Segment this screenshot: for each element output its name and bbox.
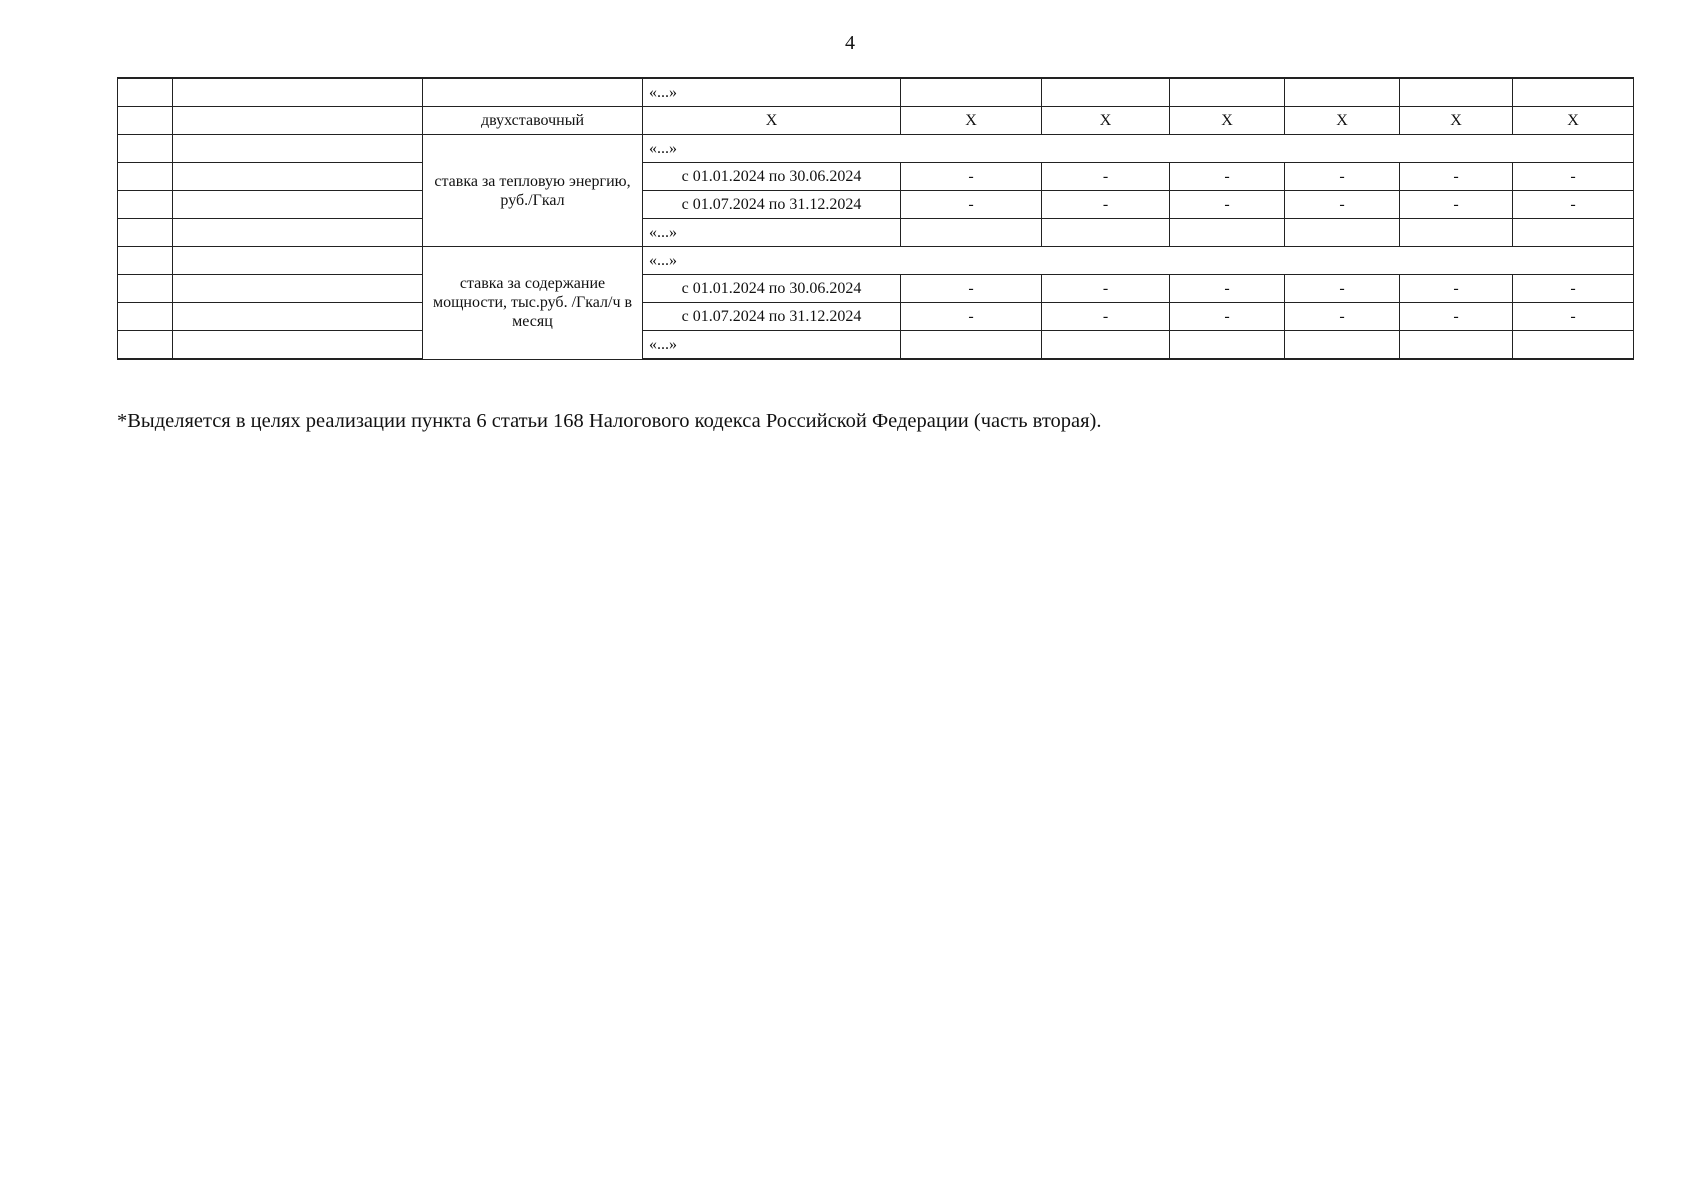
cell-x-mark: Х: [1170, 107, 1285, 135]
cell-dash: -: [901, 303, 1042, 331]
cell-dash: -: [1285, 275, 1400, 303]
cell-period: с 01.07.2024 по 31.12.2024: [643, 191, 901, 219]
cell-dash: -: [1513, 191, 1634, 219]
cell-dash: -: [1170, 163, 1285, 191]
cell-number: [118, 331, 173, 360]
cell-two-rate-label: двухставочный: [423, 107, 643, 135]
cell-period: с 01.01.2024 по 30.06.2024: [643, 275, 901, 303]
cell-dash: -: [1042, 163, 1170, 191]
cell-number: [118, 78, 173, 107]
table-row: [118, 135, 1634, 163]
cell-value: [1400, 219, 1513, 247]
cell-number: [118, 163, 173, 191]
cell-name: [173, 275, 423, 303]
cell-name: [173, 219, 423, 247]
cell-x-mark: Х: [643, 107, 901, 135]
cell-type: [423, 78, 643, 107]
cell-dash: -: [1400, 191, 1513, 219]
cell-x-mark: Х: [1513, 107, 1634, 135]
cell-number: [118, 303, 173, 331]
cell-dash: -: [1285, 191, 1400, 219]
cell-x-mark: Х: [1400, 107, 1513, 135]
cell-number: [118, 247, 173, 275]
cell-name: [173, 78, 423, 107]
cell-value: [1285, 78, 1400, 107]
cell-value: [1400, 78, 1513, 107]
cell-dash: -: [1513, 275, 1634, 303]
cell-dash: -: [1042, 275, 1170, 303]
cell-period: с 01.01.2024 по 30.06.2024: [643, 163, 901, 191]
cell-value: [1042, 219, 1170, 247]
cell-capacity-rate-label: ставка за содержание мощности, тыс.руб. /Гкал/ч в месяц: [423, 247, 643, 360]
cell-value: [1513, 331, 1634, 360]
cell-number: [118, 135, 173, 163]
cell-dash: -: [1170, 275, 1285, 303]
cell-name: [173, 331, 423, 360]
table-row: [118, 303, 1634, 331]
cell-x-mark: Х: [901, 107, 1042, 135]
cell-value: [1513, 219, 1634, 247]
cell-name: [173, 191, 423, 219]
cell-ellipsis: «...»: [643, 135, 1634, 163]
footnote: *Выделяется в целях реализации пункта 6 статьи 168 Налогового кодекса Российской Федерации (часть вторая).: [117, 410, 1102, 432]
cell-number: [118, 191, 173, 219]
cell-ellipsis: «...»: [643, 331, 901, 360]
cell-dash: -: [1400, 163, 1513, 191]
cell-heat-rate-label: ставка за тепловую энергию, руб./Гкал: [423, 135, 643, 247]
cell-ellipsis: «...»: [643, 78, 901, 107]
cell-value: [1285, 219, 1400, 247]
cell-number: [118, 107, 173, 135]
cell-dash: -: [1170, 303, 1285, 331]
cell-dash: -: [1513, 303, 1634, 331]
cell-value: [1285, 331, 1400, 360]
cell-value: [1170, 219, 1285, 247]
tariff-table: [117, 77, 1634, 360]
cell-value: [901, 331, 1042, 360]
cell-x-mark: Х: [1285, 107, 1400, 135]
cell-dash: -: [1400, 275, 1513, 303]
cell-name: [173, 107, 423, 135]
cell-dash: -: [1285, 303, 1400, 331]
cell-value: [901, 219, 1042, 247]
cell-value: [1400, 331, 1513, 360]
cell-dash: -: [1042, 303, 1170, 331]
cell-value: [1513, 78, 1634, 107]
table-row: [118, 78, 1634, 107]
cell-dash: -: [901, 163, 1042, 191]
table-row: [118, 219, 1634, 247]
cell-dash: -: [1285, 163, 1400, 191]
cell-period: с 01.07.2024 по 31.12.2024: [643, 303, 901, 331]
cell-value: [1042, 331, 1170, 360]
cell-number: [118, 275, 173, 303]
cell-name: [173, 163, 423, 191]
table-row: [118, 275, 1634, 303]
cell-value: [1170, 78, 1285, 107]
page-number: 4: [845, 32, 855, 54]
cell-value: [901, 78, 1042, 107]
cell-value: [1042, 78, 1170, 107]
cell-dash: -: [1042, 191, 1170, 219]
table-row: [118, 247, 1634, 275]
cell-dash: -: [1400, 303, 1513, 331]
cell-ellipsis: «...»: [643, 247, 1634, 275]
cell-dash: -: [901, 275, 1042, 303]
cell-dash: -: [901, 191, 1042, 219]
table-row: [118, 191, 1634, 219]
cell-dash: -: [1513, 163, 1634, 191]
cell-name: [173, 135, 423, 163]
cell-number: [118, 219, 173, 247]
table-row: [118, 331, 1634, 360]
table-row: [118, 163, 1634, 191]
cell-dash: -: [1170, 191, 1285, 219]
cell-ellipsis: «...»: [643, 219, 901, 247]
cell-name: [173, 247, 423, 275]
cell-name: [173, 303, 423, 331]
cell-x-mark: Х: [1042, 107, 1170, 135]
table-row: [118, 107, 1634, 135]
cell-value: [1170, 331, 1285, 360]
